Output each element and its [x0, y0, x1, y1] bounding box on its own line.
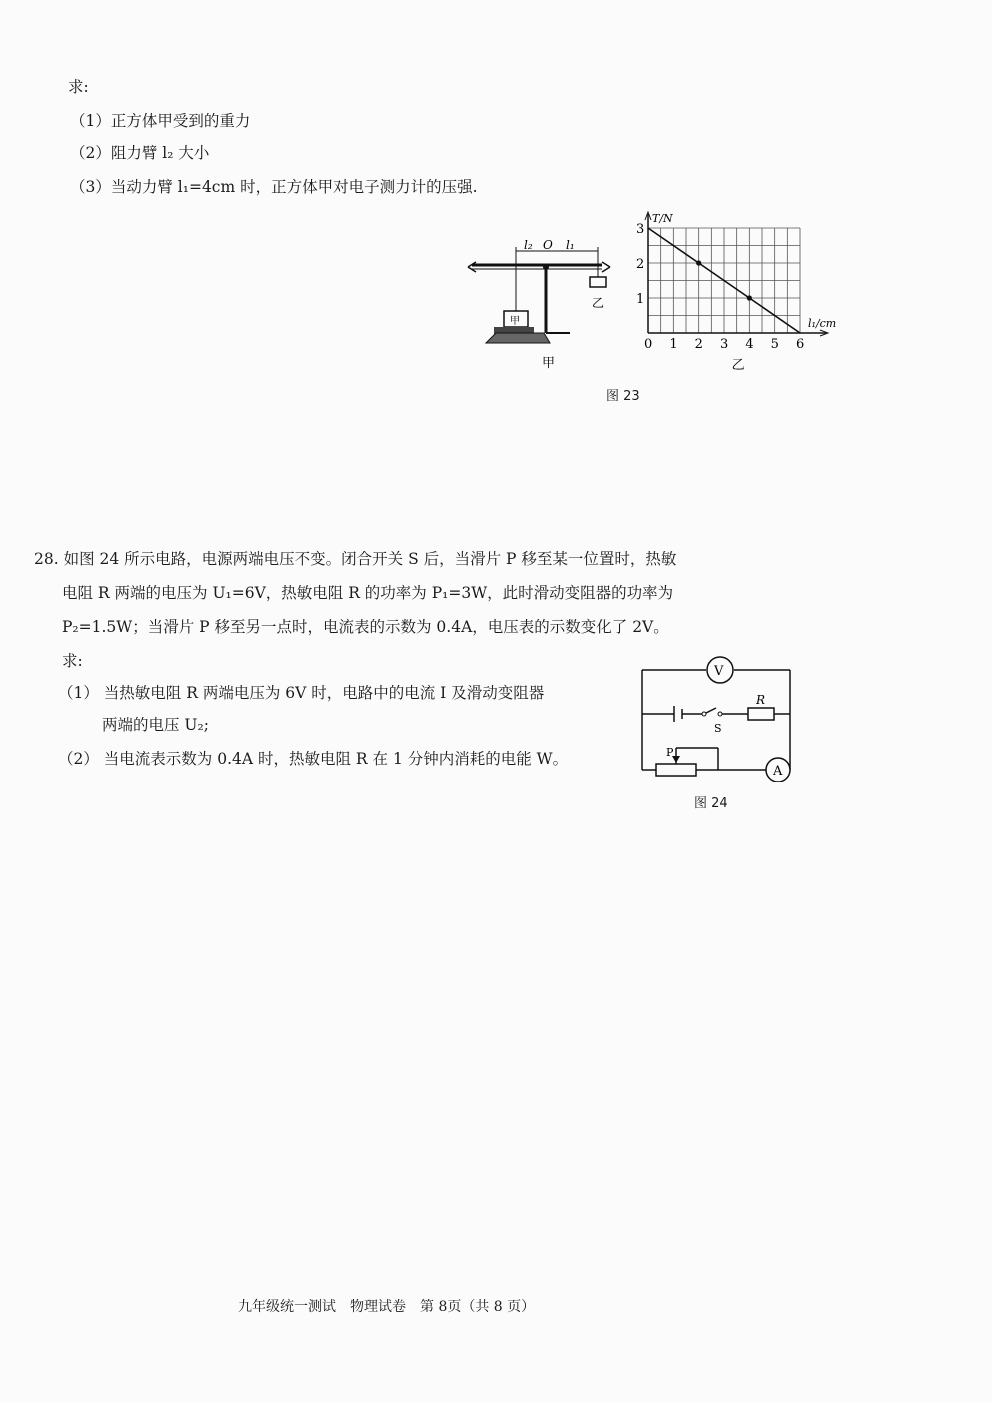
x-axis-label: l₁/cm — [808, 317, 837, 330]
q28-item-2: （2） 当电流表示数为 0.4A 时，热敏电阻 R 在 1 分钟内消耗的电能 W。 — [58, 750, 569, 768]
q27-item-2: （2）阻力臂 l₂ 大小 — [70, 144, 210, 162]
q28-line-2: 电阻 R 两端的电压为 U₁=6V，热敏电阻 R 的功率为 P₁=3W，此时滑动变阻器的功率为 — [62, 584, 674, 602]
figure-23-caption: 图 23 — [606, 389, 640, 404]
x-tick-label: 1 — [669, 337, 678, 352]
q28-ask: 求: — [62, 652, 83, 670]
switch-label: S — [714, 722, 722, 735]
slider-label: P — [666, 746, 674, 759]
left-caption: 甲 — [542, 356, 556, 371]
q27-item-3: （3）当动力臂 l₁=4cm 时，正方体甲对电子测力计的压强. — [70, 178, 478, 196]
q28-item-1: （1） 当热敏电阻 R 两端电压为 6V 时，电路中的电流 I 及滑动变阻器 — [58, 684, 545, 702]
figure-24-caption: 图 24 — [694, 796, 728, 811]
lever-apparatus-figure — [466, 225, 616, 375]
q27-item-1: （1）正方体甲受到的重力 — [70, 112, 251, 130]
y-tick-label: 3 — [636, 222, 645, 237]
page-footer: 九年级统一测试 物理试卷 第 8页（共 8 页） — [238, 1299, 536, 1315]
x-tick-label: 2 — [694, 337, 703, 352]
right-caption: 乙 — [731, 358, 745, 373]
x-tick-label: 6 — [796, 337, 805, 352]
svg-text:甲: 甲 — [510, 316, 520, 327]
circuit-figure — [636, 652, 801, 782]
label-l2: l₂ — [524, 238, 533, 252]
x-tick-label: 4 — [745, 337, 754, 352]
x-tick-label: 3 — [720, 337, 729, 352]
q28-line-3: P₂=1.5W；当滑片 P 移至另一点时，电流表的示数为 0.4A，电压表的示数变化了 2V。 — [62, 618, 669, 636]
x-tick-label: 0 — [644, 337, 653, 352]
q28-line-1: 28. 如图 24 所示电路，电源两端电压不变。闭合开关 S 后，当滑片 P 移至某一位置时，热敏 — [34, 550, 677, 568]
label-weight: 乙 — [592, 296, 605, 310]
label-l1: l₁ — [566, 238, 575, 252]
tension-chart — [626, 208, 856, 378]
q28-item-1-cont: 两端的电压 U₂; — [102, 716, 209, 734]
resistor-label: R — [756, 693, 766, 707]
y-axis-label: T/N — [652, 212, 673, 225]
y-tick-label: 1 — [636, 292, 645, 307]
data-point — [747, 295, 752, 300]
x-tick-label: 5 — [770, 337, 779, 352]
q27-ask: 求: — [68, 78, 89, 96]
y-tick-label: 2 — [636, 257, 645, 272]
label-o: O — [543, 238, 553, 252]
voltmeter-label: V — [714, 664, 724, 679]
ammeter-label: A — [773, 764, 783, 779]
data-point — [696, 260, 701, 265]
